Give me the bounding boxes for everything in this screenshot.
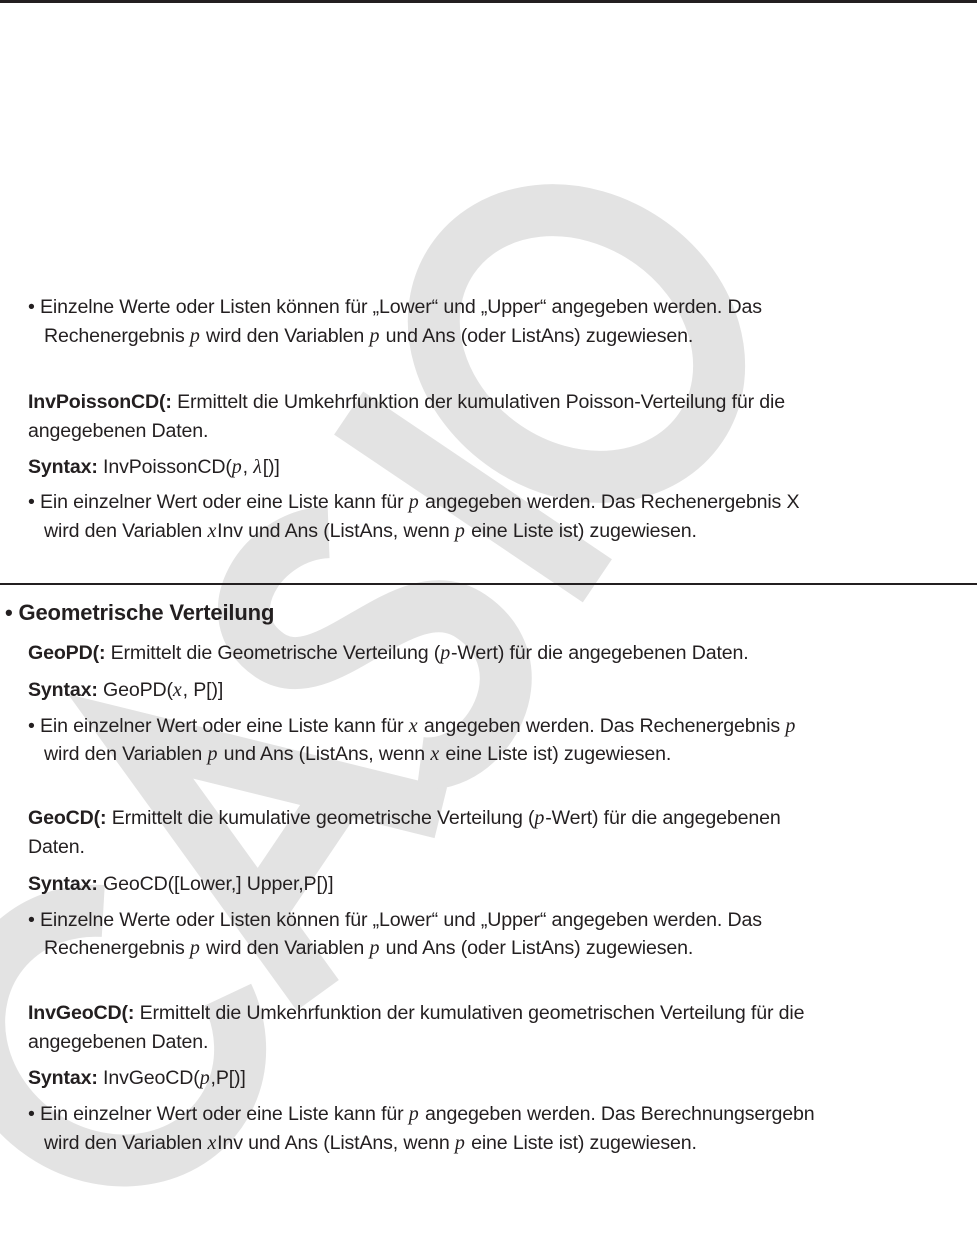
section-heading — [5, 601, 274, 625]
text-run: -Wert) für die angegebenen Daten. — [451, 642, 749, 664]
variable: x — [430, 743, 440, 765]
text-run: Ermittelt die Umkehrfunktion der kumulativen geometrischen Verteilung für die — [134, 1002, 805, 1024]
variable: x — [172, 679, 182, 701]
text-run: wird den Variablen — [44, 743, 208, 765]
text-run: • Ein einzelner Wert oder eine Liste kann für — [28, 715, 409, 737]
variable: p — [785, 715, 796, 737]
text-run: wird den Variablen — [44, 520, 208, 542]
variable: p — [369, 325, 380, 347]
text-line — [44, 324, 693, 348]
text-run: Ermittelt die Umkehrfunktion der kumulativen Poisson-Verteilung für die — [171, 391, 786, 413]
text-run: , — [242, 456, 254, 478]
term-label: Syntax: — [28, 873, 98, 895]
bullet-line — [28, 490, 799, 514]
text-run: -Wert) für die angegebenen — [545, 807, 781, 829]
variable: p — [408, 1103, 419, 1125]
text-line — [28, 419, 208, 443]
text-line — [28, 1066, 246, 1090]
text-run: InvGeoCD( — [97, 1067, 200, 1089]
bullet-line — [28, 295, 762, 319]
text-line — [28, 1001, 804, 1025]
text-run: • Geometrische Verteilung — [5, 600, 275, 625]
variable: x — [207, 1132, 217, 1154]
term-label: Syntax: — [28, 456, 98, 478]
text-line — [44, 936, 693, 960]
text-run: Ermittelt die kumulative geometrische Verteilung ( — [106, 807, 535, 829]
text-line — [28, 872, 333, 896]
text-run: , P[)] — [182, 679, 224, 701]
term-label: Syntax: — [28, 1067, 98, 1089]
text-run: InvPoissonCD( — [97, 456, 232, 478]
text-line — [28, 641, 749, 665]
text-line — [44, 1131, 697, 1155]
bullet-line — [28, 1102, 815, 1126]
term-label: GeoCD(: — [28, 807, 107, 829]
text-run: angegeben werden. Das Rechenergebnis X — [419, 491, 800, 513]
term-label: InvPoissonCD(: — [28, 391, 172, 413]
text-line — [28, 1030, 208, 1054]
section-divider — [0, 583, 977, 585]
text-run: Inv und Ans (ListAns, wenn — [217, 520, 455, 542]
text-run: GeoCD([Lower,] Upper,P[)] — [97, 873, 334, 895]
variable: p — [199, 1067, 210, 1089]
text-line — [44, 742, 671, 766]
variable: p — [534, 807, 545, 829]
text-run: wird den Variablen — [200, 937, 370, 959]
variable: p — [231, 456, 242, 478]
text-line — [28, 806, 781, 830]
text-run: angegeben werden. Das Berechnungsergebn — [419, 1103, 815, 1125]
bullet-line — [28, 714, 796, 738]
variable: x — [207, 520, 217, 542]
text-run: Rechenergebnis — [44, 325, 190, 347]
text-run: und Ans (oder ListAns) zugewiesen. — [380, 325, 694, 347]
bullet-line — [28, 908, 762, 932]
text-run: Daten. — [28, 836, 85, 858]
text-run: ,P[)] — [210, 1067, 246, 1089]
text-run: • Ein einzelner Wert oder eine Liste kann für — [28, 491, 409, 513]
text-run: Inv und Ans (ListAns, wenn — [217, 1132, 455, 1154]
text-run: • Einzelne Werte oder Listen können für „Lower“ und „Upper“ angegeben werden. Das — [28, 909, 762, 931]
variable: λ — [253, 456, 262, 478]
text-run: und Ans (oder ListAns) zugewiesen. — [380, 937, 694, 959]
variable: p — [207, 743, 218, 765]
text-run: GeoPD( — [97, 679, 173, 701]
top-rule — [0, 0, 977, 3]
text-run: eine Liste ist) zugewiesen. — [465, 1132, 697, 1154]
text-run: angegeben werden. Das Rechenergebnis — [418, 715, 786, 737]
text-run: Ermittelt die Geometrische Verteilung ( — [105, 642, 441, 664]
variable: p — [189, 937, 200, 959]
text-run: • Ein einzelner Wert oder eine Liste kann für — [28, 1103, 409, 1125]
variable: p — [454, 1132, 465, 1154]
text-run: eine Liste ist) zugewiesen. — [465, 520, 697, 542]
text-line — [28, 390, 785, 414]
variable: p — [189, 325, 200, 347]
variable: p — [440, 642, 451, 664]
text-run: und Ans (ListAns, wenn — [218, 743, 431, 765]
text-run: angegebenen Daten. — [28, 1031, 209, 1053]
text-run: wird den Variablen — [200, 325, 370, 347]
text-run: Rechenergebnis — [44, 937, 190, 959]
variable: p — [369, 937, 380, 959]
text-run: eine Liste ist) zugewiesen. — [440, 743, 672, 765]
text-line — [44, 519, 697, 543]
variable: p — [408, 491, 419, 513]
text-line — [28, 455, 280, 479]
variable: x — [408, 715, 418, 737]
text-run: angegebenen Daten. — [28, 420, 209, 442]
term-label: Syntax: — [28, 679, 98, 701]
text-run: wird den Variablen — [44, 1132, 208, 1154]
text-run: • Einzelne Werte oder Listen können für „Lower“ und „Upper“ angegeben werden. Das — [28, 296, 762, 318]
text-run: [)] — [262, 456, 280, 478]
term-label: GeoPD(: — [28, 642, 106, 664]
text-line — [28, 835, 85, 859]
term-label: InvGeoCD(: — [28, 1002, 135, 1024]
text-line — [28, 678, 223, 702]
variable: p — [454, 520, 465, 542]
